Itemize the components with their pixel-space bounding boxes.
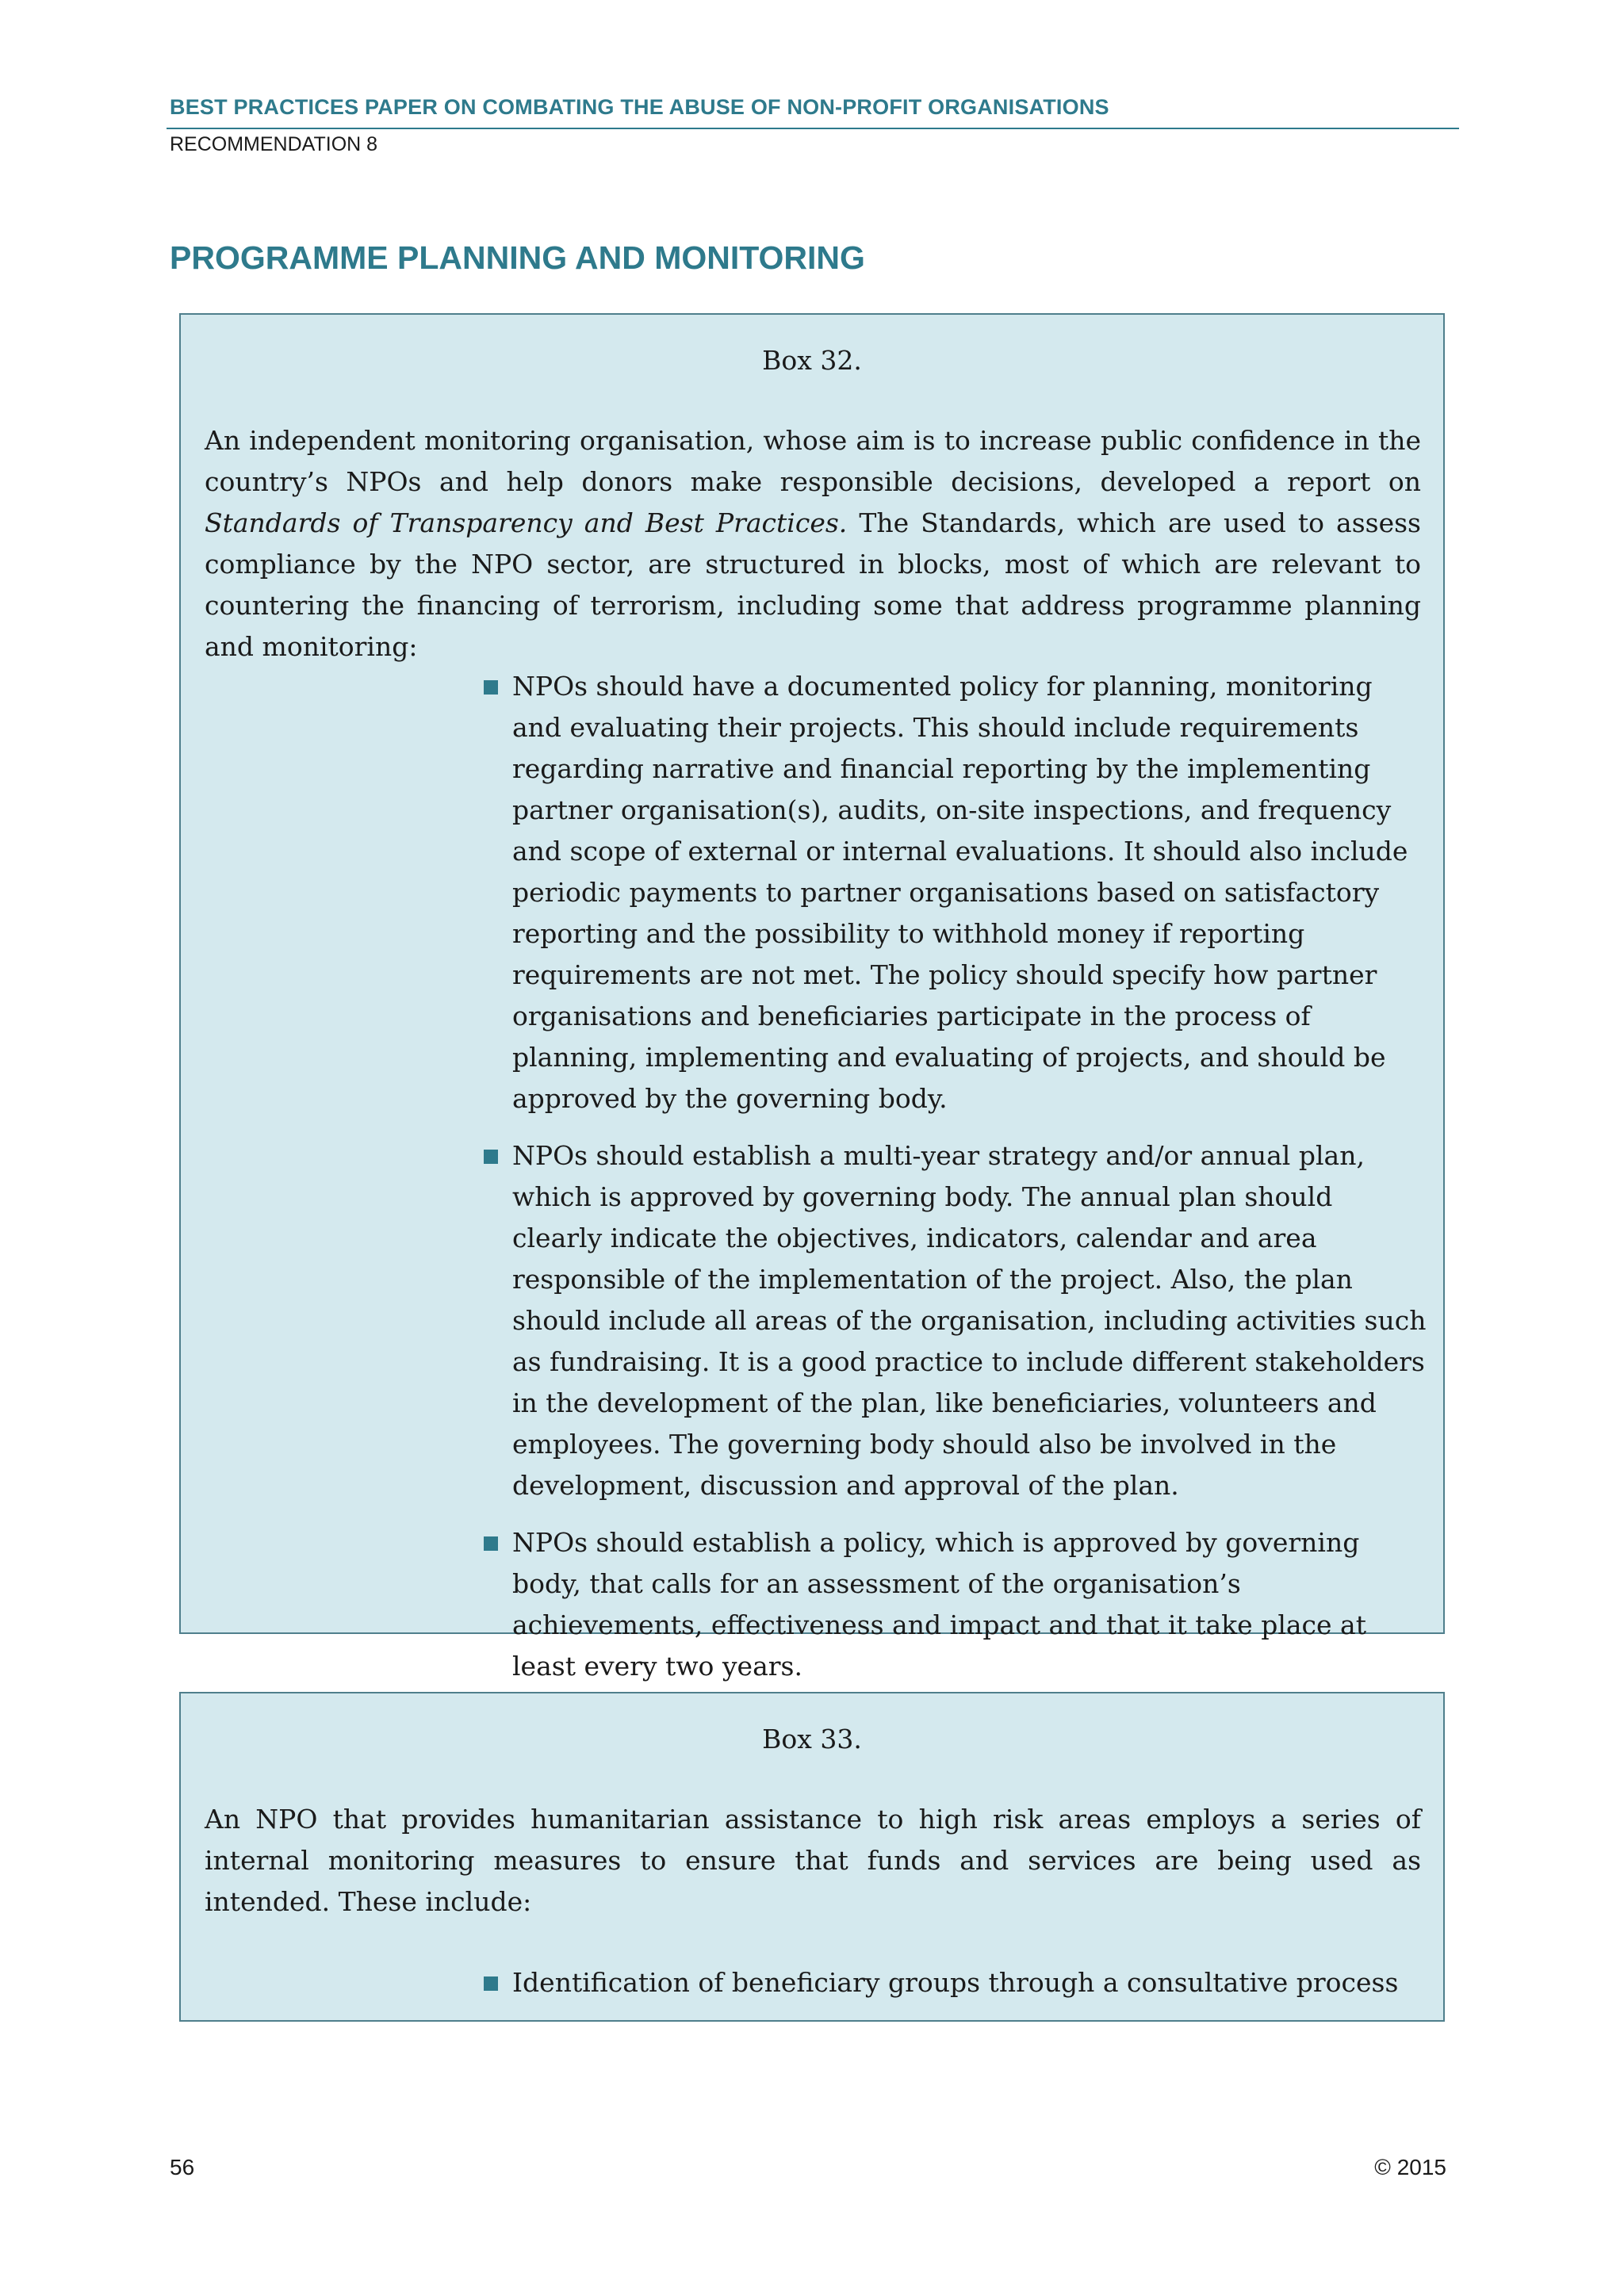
box-33	[179, 1692, 1445, 2022]
box-32-intro-part2: The Standards, which are used to assess compliance by the NPO sector, are structured in blocks, most of which are relevant to countering the financing of terrorism, including some that address programme planning and monitoring:	[205, 507, 1421, 662]
header-subtitle: RECOMMENDATION 8	[170, 133, 378, 155]
square-bullet-icon	[484, 1150, 498, 1164]
list-item-text: Identification of beneficiary groups through a consultative process	[512, 1967, 1399, 1998]
square-bullet-icon	[484, 680, 498, 695]
list-item	[482, 1962, 1427, 2003]
box-32-title: Box 32.	[762, 345, 862, 376]
list-item	[482, 666, 1427, 1119]
box-32-intro-part1: An independent monitoring organisation, whose aim is to increase public confidence in the country’s NPOs and help donors make responsible decisions, developed a report on	[205, 425, 1421, 497]
list-item-text: NPOs should establish a policy, which is approved by governing body, that calls for an assessment of the organisation’s achievements, effectiveness and impact and that it take place at least every two years.	[512, 1527, 1366, 1682]
list-item-text: NPOs should establish a multi-year strategy and/or annual plan, which is approved by governing body. The annual plan should clearly indicate the objectives, indicators, calendar and area responsible of the implementation of the project. Also, the plan should include all areas of the organisation, including activities such as fundraising. It is a good practice to include different stakeholders in the development of the plan, like beneficiaries, volunteers and employees. The governing body should also be involved in the development, discussion and approval of the plan.	[512, 1140, 1427, 1501]
square-bullet-icon	[484, 1536, 498, 1551]
header-divider	[167, 128, 1459, 129]
box-32-intro	[205, 420, 1421, 668]
box-32-intro-italic: Standards of Transparency and Best Practices.	[205, 507, 848, 538]
copyright: © 2015	[1374, 2155, 1446, 2179]
box-33-intro: An NPO that provides humanitarian assistance to high risk areas employs a series of internal monitoring measures to ensure that funds and services are being used as intended. These include:	[205, 1804, 1421, 1917]
page-number: 56	[170, 2155, 195, 2179]
list-item	[482, 1135, 1427, 1506]
box-33-bullet-list	[482, 1962, 1427, 2019]
section-title: PROGRAMME PLANNING AND MONITORING	[170, 239, 865, 276]
list-item-text: NPOs should have a documented policy for planning, monitoring and evaluating their projects. This should include requirements regarding narrative and financial reporting by the implementing partner organisation(s), audits, on-site inspections, and frequency and scope of external or internal evaluations. It should also include periodic payments to partner organisations based on satisfactory reporting and the possibility to withhold money if reporting requirements are not met. The policy should specify how partner organisations and beneficiaries participate in the process of planning, implementing and evaluating of projects, and should be approved by the governing body.	[512, 671, 1408, 1114]
square-bullet-icon	[484, 1976, 498, 1991]
header-title: BEST PRACTICES PAPER ON COMBATING THE ABUSE OF NON-PROFIT ORGANISATIONS	[170, 95, 1109, 119]
box-33-title: Box 33.	[762, 1724, 862, 1755]
list-item	[482, 1522, 1427, 1687]
box-32-bullet-list	[482, 666, 1427, 1703]
box-32	[179, 313, 1445, 1682]
